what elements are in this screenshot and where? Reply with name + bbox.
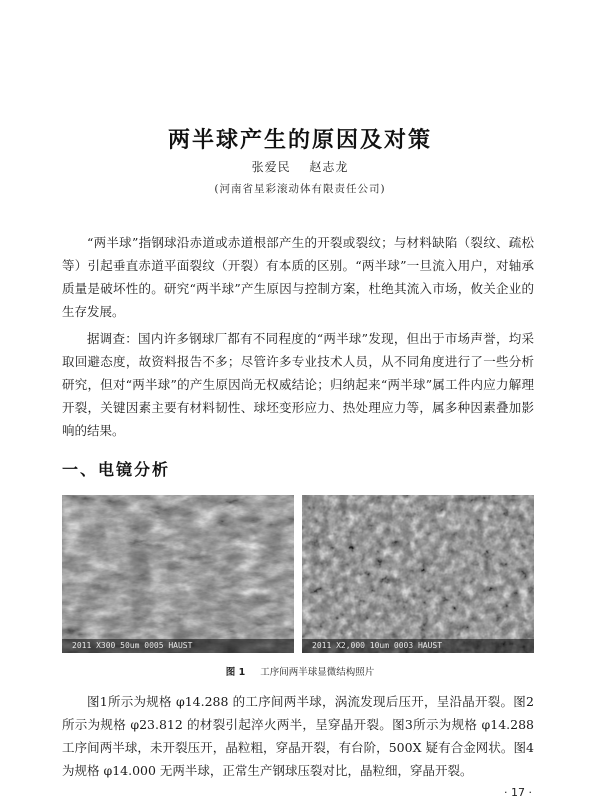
sem-info-bar: 2011 X2,000 10um 0003 HAUST bbox=[302, 639, 534, 653]
figure-caption bbox=[0, 664, 600, 678]
author-affiliation: (河南省星彩滚动体有限责任公司) bbox=[214, 183, 386, 195]
sem-texture-right bbox=[302, 495, 534, 653]
article-title: 两半球产生的原因及对策 bbox=[167, 127, 432, 153]
page-number: · 17 · bbox=[504, 786, 532, 799]
sem-info-bar: 2011 X300 50um 0005 HAUST bbox=[62, 639, 294, 653]
survey-paragraph: 据调查：国内许多钢球厂都有不同程度的“两半球”发现，但出于市场声誉，均采取回避态度，故资料报告不多；尽管许多专业技术人员，从不同角度进行了一些分析研究，但对“两半球”的产生原因尚无权威结论；归纳起来“两半球”属工件内应力解理开裂，关键因素主要有材料韧性、球坯变形应力、热处理应力等，属多种因素叠加影响的结果。 bbox=[62, 331, 534, 438]
sem-micrograph-left bbox=[62, 495, 294, 653]
figure-number: 图 1 bbox=[225, 667, 246, 678]
intro-paragraph: “两半球”指钢球沿赤道或赤道根部产生的开裂或裂纹；与材料缺陷（裂纹、疏松等）引起垂直赤道平面裂纹（开裂）有本质的区别。“两半球”一旦流入用户，对轴承质量是破坏性的。研究“两半球”产生原因与控制方案，杜绝其流入市场，攸关企业的生存发展。 bbox=[62, 235, 534, 319]
author-name: 张爱民 bbox=[251, 160, 291, 174]
section-heading: 一、电镜分析 bbox=[62, 460, 171, 479]
author-list bbox=[0, 158, 600, 175]
sem-micrograph-right bbox=[302, 495, 534, 653]
sem-texture-left bbox=[62, 495, 294, 653]
figure-description-paragraph: 图1所示为规格 φ14.288 的工序间两半球，涡流发现后压开，呈沿晶开裂。图2所示为规格 φ23.812 的材裂引起淬火两半，呈穿晶开裂。图3所示为规格 φ14.288 工序间两半球，未开裂压开，晶粒粗，穿晶开裂，有台阶，500X 疑有合金网状。图4为规格 φ14.000 无两半球，正常生产钢球压裂对比，晶粒细，穿晶开裂。 bbox=[62, 694, 534, 778]
author-name: 赵志龙 bbox=[309, 160, 349, 174]
figure-caption-text: 工序间两半球显微结构照片 bbox=[260, 667, 375, 678]
